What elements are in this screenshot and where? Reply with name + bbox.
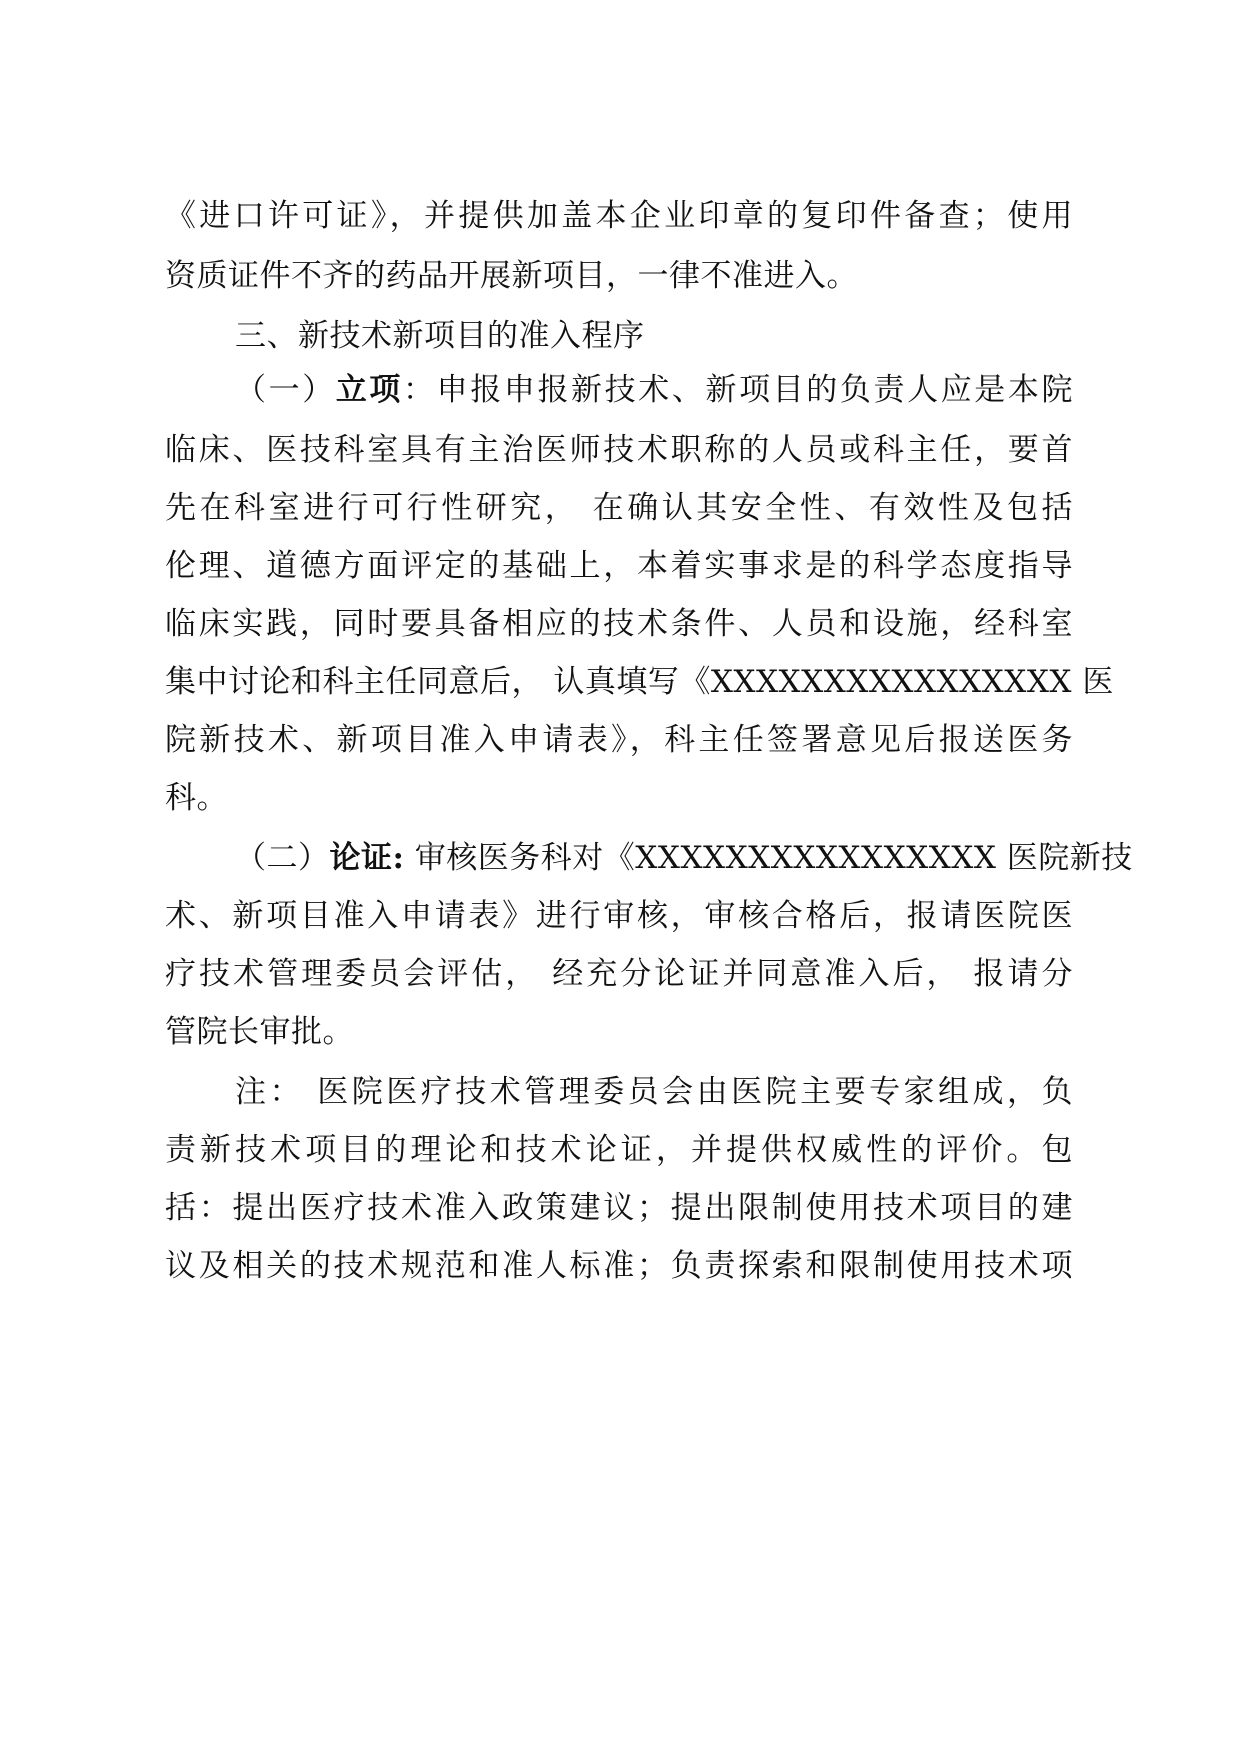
paragraph-line: 集中讨论和科主任同意后， 认真填写《XXXXXXXXXXXXXXXX 医 — [165, 664, 1114, 700]
subsection-line — [235, 370, 1073, 410]
subsection-title: 论证: — [329, 840, 405, 876]
paragraph-line: 科。 — [165, 780, 228, 816]
note-line: 注： 医院医疗技术管理委员会由医院主要专家组成，负 — [235, 1074, 1073, 1110]
paragraph-line: 括：提出医疗技术准入政策建议；提出限制使用技术项目的建 — [165, 1190, 1073, 1226]
subsection-text: ：申报申报新技术、新项目的负责人应是本院 — [403, 372, 1074, 408]
paragraph-line: 术、新项目准入申请表》进行审核，审核合格后，报请医院医 — [165, 898, 1073, 934]
subsection-line — [235, 838, 1133, 878]
paragraph-line: 责新技术项目的理论和技术论证，并提供权威性的评价。包 — [165, 1132, 1073, 1168]
paragraph-line: 《进口许可证》，并提供加盖本企业印章的复印件备查；使用 — [165, 198, 1073, 234]
paragraph-line: 资质证件不齐的药品开展新项目，一律不准进入。 — [165, 258, 858, 294]
paragraph-line: 先在科室进行可行性研究， 在确认其安全性、有效性及包括 — [165, 490, 1073, 526]
subsection-number: （一） — [235, 372, 336, 408]
paragraph-line: 伦理、道德方面评定的基础上，本着实事求是的科学态度指导 — [165, 548, 1073, 584]
section-heading: 三、新技术新项目的准入程序 — [235, 318, 645, 354]
paragraph-line: 议及相关的技术规范和准人标准；负责探索和限制使用技术项 — [165, 1248, 1073, 1284]
paragraph-line: 临床、医技科室具有主治医师技术职称的人员或科主任，要首 — [165, 432, 1073, 468]
subsection-text: 审核医务科对《XXXXXXXXXXXXXXXX 医院新技 — [404, 840, 1133, 876]
paragraph-line: 院新技术、新项目准入申请表》，科主任签署意见后报送医务 — [165, 722, 1073, 758]
paragraph-line: 临床实践，同时要具备相应的技术条件、人员和设施，经科室 — [165, 606, 1073, 642]
subsection-number: （二） — [235, 840, 330, 876]
paragraph-line: 管院长审批。 — [165, 1014, 354, 1050]
subsection-title: 立项 — [335, 372, 404, 408]
paragraph-line: 疗技术管理委员会评估， 经充分论证并同意准入后， 报请分 — [165, 956, 1073, 992]
